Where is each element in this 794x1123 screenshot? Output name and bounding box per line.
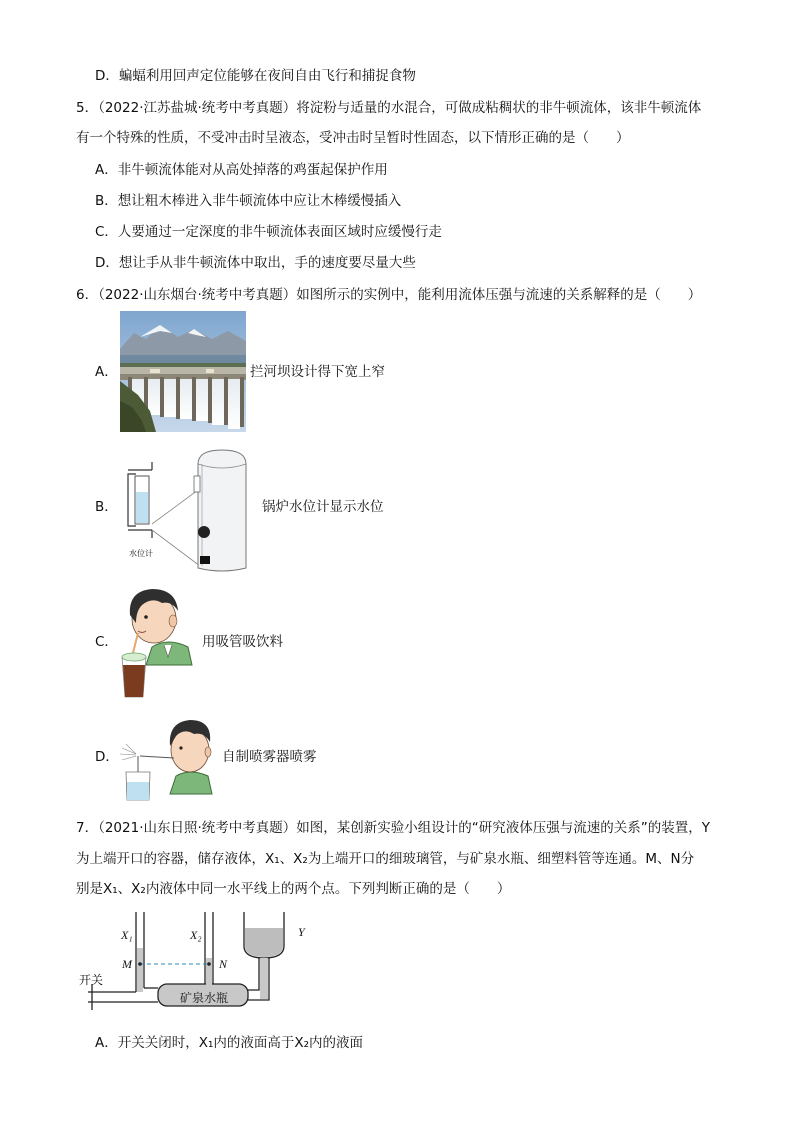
- q6-option-b-letter: B．: [95, 499, 118, 515]
- q5-option-b: B．想让粗木棒进入非牛顿流体中应让木棒缓慢插入: [95, 193, 402, 209]
- label-y: Y: [298, 925, 305, 939]
- q7-stem-line2: 为上端开口的容器，储存液体，X₁、X₂为上端开口的细玻璃管，与矿泉水瓶、细塑料管等连通。M、N分: [76, 851, 695, 867]
- q5-option-a: A．非牛顿流体能对从高处掉落的鸡蛋起保护作用: [95, 162, 388, 178]
- label-m: M: [122, 957, 132, 971]
- q6-option-a-letter: A．: [95, 364, 118, 380]
- q4-option-d: D．蝙蝠利用回声定位能够在夜间自由飞行和捕捉食物: [95, 68, 416, 84]
- q6-option-c-caption: 用吸管吸饮料: [202, 634, 283, 650]
- label-switch: 开关: [79, 973, 104, 987]
- water-gauge-label: 水位计: [129, 549, 153, 558]
- q6-stem: 6．（2022·山东烟台·统考中考真题）如图所示的实例中，能利用流体压强与流速的关系解释的是（ ）: [76, 287, 702, 303]
- q6-option-d-caption: 自制喷雾器喷雾: [222, 749, 317, 765]
- q7-stem-line3: 别是X₁、X₂内液体中同一水平线上的两个点。下列判断正确的是（ ）: [76, 881, 511, 897]
- q6-option-a-caption: 拦河坝设计得下宽上窄: [250, 364, 385, 380]
- label-x1: X₁: [121, 928, 133, 942]
- boy-sprayer-illustration: [118, 710, 216, 802]
- label-bottle: 矿泉水瓶: [180, 991, 229, 1005]
- dam-photo: [120, 311, 246, 432]
- label-n: N: [219, 957, 228, 971]
- q6-option-d-letter: D．: [95, 749, 119, 765]
- q7-option-a: A．开关关闭时，X₁内的液面高于X₂内的液面: [95, 1035, 364, 1051]
- q5-stem-line2: 有一个特殊的性质，不受冲击时呈液态，受冲击时呈暂时性固态，以下情形正确的是（ ）: [76, 130, 630, 146]
- q7-stem-line1: 7．（2021·山东日照·统考中考真题）如图，某创新实验小组设计的“研究液体压强与流速的关系”的装置，Y: [76, 820, 711, 836]
- boy-drinking-illustration: [116, 585, 196, 700]
- q5-option-c: C．人要通过一定深度的非牛顿流体表面区域时应缓慢行走: [95, 224, 442, 240]
- q5-stem-line1: 5．（2022·江苏盐城·统考中考真题）将淀粉与适量的水混合，可做成粘稠状的非牛顿流体，该非牛顿流体: [76, 100, 702, 116]
- label-x2: X₂: [190, 928, 202, 942]
- q5-option-d: D．想让手从非牛顿流体中取出，手的速度要尽量大些: [95, 255, 416, 271]
- q6-option-b-caption: 锅炉水位计显示水位: [262, 499, 384, 515]
- q6-option-c-letter: C．: [95, 634, 118, 650]
